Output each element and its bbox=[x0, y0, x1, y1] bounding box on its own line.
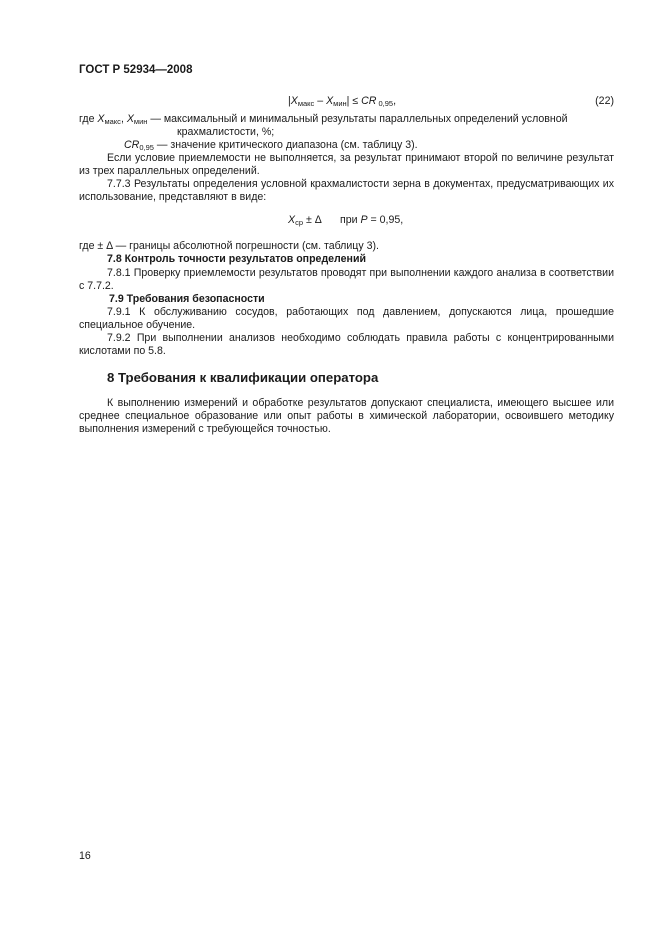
paragraph-delta: где ± Δ — границы абсолютной погрешности (см. таблицу 3). bbox=[79, 240, 379, 252]
legend-line-2 bbox=[124, 139, 418, 152]
section-8-title: 8 Требования к квалификации оператора bbox=[107, 370, 379, 385]
formula-tail: , bbox=[393, 95, 397, 107]
legend-text-2: — значение критического диапазона (см. таблицу 3). bbox=[153, 139, 418, 151]
page-number: 16 bbox=[79, 850, 91, 862]
legend-sub-max: макс bbox=[104, 117, 121, 126]
section-7-8-title: 7.8 Контроль точности результатов определений bbox=[107, 253, 366, 265]
formula-bar-left: | bbox=[288, 95, 291, 107]
paragraph-7-7-3: 7.7.3 Результаты определения условной крахмалистости зерна в документах, предусматривающих их использование, представляют в виде: bbox=[79, 178, 614, 203]
legend-line-1-cont: крахмалистости, %; bbox=[177, 126, 275, 138]
legend-sub-min: мин bbox=[133, 117, 148, 126]
legend-prefix: где bbox=[79, 113, 98, 125]
formula-x-min: X bbox=[326, 95, 334, 107]
condition-suffix: = 0,95, bbox=[367, 214, 404, 226]
result-sub: ср bbox=[295, 218, 303, 227]
formula-minus: – bbox=[314, 95, 327, 107]
condition-p: P bbox=[360, 214, 368, 226]
legend-cr-sub: 0,95 bbox=[139, 143, 154, 152]
section-7-9-title: 7.9 Требования безопасности bbox=[109, 293, 265, 305]
legend-cr: CR bbox=[124, 139, 140, 151]
formula-22 bbox=[288, 95, 396, 108]
legend-comma: , bbox=[120, 113, 127, 125]
formula-bar-right: | ≤ bbox=[346, 95, 362, 107]
formula-sub-max: макс bbox=[297, 99, 315, 108]
section-8-text: К выполнению измерений и обработке результатов допускают специалиста, имеющего высшее или среднее специальное образование или опыт работы в химической лаборатории, освоившего методику выполнения измерений с требующейся точностью. bbox=[79, 397, 614, 435]
condition-prefix: при bbox=[340, 214, 361, 226]
formula-cr: CR bbox=[361, 95, 377, 107]
result-pm: ± Δ bbox=[303, 214, 322, 226]
formula-sub-min: мин bbox=[333, 99, 347, 108]
legend-line-1 bbox=[79, 113, 614, 126]
document-code: ГОСТ Р 52934—2008 bbox=[79, 64, 193, 76]
legend-x-min: X bbox=[126, 113, 134, 125]
paragraph-7-9-2: 7.9.2 При выполнении анализов необходимо соблюдать правила работы с концентрированными кислотами по 5.8. bbox=[79, 332, 614, 357]
equation-number: (22) bbox=[595, 95, 614, 107]
formula-result bbox=[288, 214, 322, 227]
formula-condition bbox=[340, 214, 403, 227]
paragraph-7-8-1: 7.8.1 Проверку приемлемости результатов проводят при выполнении каждого анализа в соответствии с 7.7.2. bbox=[79, 267, 614, 292]
paragraph-condition: Если условие приемлемости не выполняется, за результат принимают второй по величине результат из трех параллельных определений. bbox=[79, 152, 614, 177]
formula-cr-sub: 0,95 bbox=[376, 99, 394, 108]
legend-x-max: X bbox=[97, 113, 105, 125]
formula-x-max: X bbox=[290, 95, 298, 107]
result-x: X bbox=[288, 214, 296, 226]
legend-text-1: — максимальный и минимальный результаты параллельных определений условной bbox=[147, 113, 568, 125]
paragraph-7-9-1: 7.9.1 К обслуживанию сосудов, работающих под давлением, допускаются лица, прошедшие специальное обучение. bbox=[79, 306, 614, 331]
